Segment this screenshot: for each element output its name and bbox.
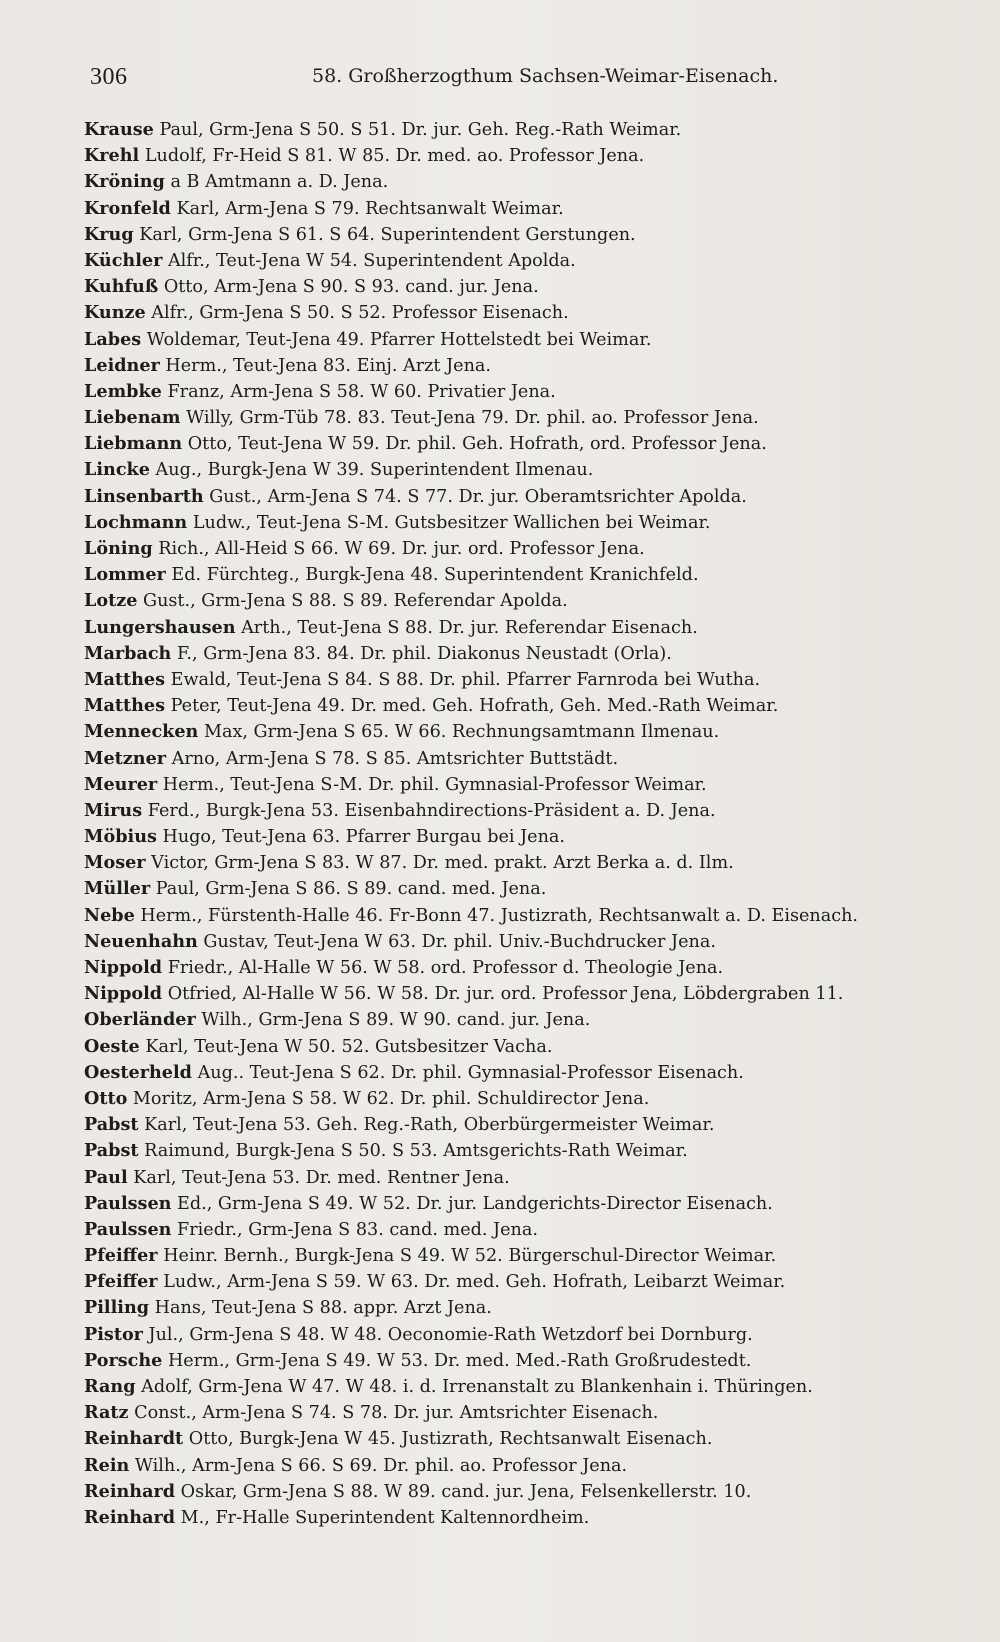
list-item: [84, 196, 944, 222]
list-item: [84, 798, 944, 824]
entry-details: Ludw., Arm-Jena S 59. W 63. Dr. med. Geh. Hofrath, Leibarzt Weimar.: [163, 1272, 786, 1293]
surname: Küchler: [84, 249, 163, 271]
list-item: [84, 353, 944, 379]
list-item: [84, 1007, 944, 1033]
entry-details: Alfr., Grm-Jena S 50. S 52. Professor Eisenach.: [151, 303, 569, 324]
surname: Mirus: [84, 799, 143, 821]
list-item: [84, 1138, 944, 1164]
entry-details: Moritz, Arm-Jena S 58. W 62. Dr. phil. Schuldirector Jena.: [132, 1088, 650, 1109]
entry-details: Gustav, Teut-Jena W 63. Dr. phil. Univ.-Buchdrucker Jena.: [203, 931, 716, 952]
entry-details: a B Amtmann a. D. Jena.: [170, 172, 389, 193]
entry-details: Herm., Grm-Jena S 49. W 53. Dr. med. Med.-Rath Großrudestedt.: [167, 1350, 752, 1371]
entry-details: Woldemar, Teut-Jena 49. Pfarrer Hottelstedt bei Weimar.: [146, 329, 652, 350]
list-item: [84, 588, 944, 614]
entry-details: Peter, Teut-Jena 49. Dr. med. Geh. Hofrath, Geh. Med.-Rath Weimar.: [170, 696, 779, 717]
list-item: [84, 1165, 944, 1191]
list-item: [84, 981, 944, 1007]
entry-details: Karl, Arm-Jena S 79. Rechtsanwalt Weimar.: [176, 198, 564, 219]
surname: Rein: [84, 1454, 130, 1476]
surname: Lotze: [84, 590, 138, 612]
surname: Pfeiffer: [84, 1271, 158, 1293]
surname: Reinhard: [84, 1480, 176, 1502]
list-item: [84, 719, 944, 745]
surname: Lincke: [84, 459, 150, 481]
list-item: [84, 876, 944, 902]
entry-details: Wilh., Arm-Jena S 66. S 69. Dr. phil. ao. Professor Jena.: [134, 1455, 628, 1476]
surname: Labes: [84, 328, 142, 350]
list-item: [84, 1400, 944, 1426]
list-item: [84, 379, 944, 405]
entry-details: Max, Grm-Jena S 65. W 66. Rechnungsamtmann Ilmenau.: [203, 722, 720, 743]
surname: Müller: [84, 878, 151, 900]
entry-details: M., Fr-Halle Superintendent Kaltennordheim.: [180, 1507, 590, 1528]
list-item: [84, 746, 944, 772]
list-item: [84, 1374, 944, 1400]
entry-details: Hans, Teut-Jena S 88. appr. Arzt Jena.: [154, 1298, 492, 1319]
list-item: [84, 248, 944, 274]
entry-details: Herm., Teut-Jena 83. Einj. Arzt Jena.: [165, 355, 491, 376]
entry-details: Alfr., Teut-Jena W 54. Superintendent Apolda.: [167, 250, 576, 271]
surname: Otto: [84, 1087, 128, 1109]
list-item: [84, 1453, 944, 1479]
list-item: [84, 274, 944, 300]
entry-details: Paul, Grm-Jena S 50. S 51. Dr. jur. Geh. Reg.-Rath Weimar.: [159, 120, 682, 140]
list-item: [84, 169, 944, 195]
surname: Nippold: [84, 983, 163, 1005]
surname: Leidner: [84, 354, 160, 376]
surname: Paulssen: [84, 1218, 172, 1240]
entry-details: Ludw., Teut-Jena S-M. Gutsbesitzer Wallichen bei Weimar.: [192, 512, 711, 533]
surname: Mennecken: [84, 721, 199, 743]
list-item: [84, 457, 944, 483]
list-item: [84, 222, 944, 248]
list-item: [84, 510, 944, 536]
surname: Kunze: [84, 302, 146, 324]
list-item: [84, 667, 944, 693]
entry-details: Herm., Teut-Jena S-M. Dr. phil. Gymnasial-Professor Weimar.: [162, 774, 707, 795]
list-item: [84, 405, 944, 431]
entry-details: Herm., Fürstenth-Halle 46. Fr-Bonn 47. Justizrath, Rechtsanwalt a. D. Eisenach.: [140, 905, 859, 926]
surname: Matthes: [84, 668, 166, 690]
surname: Linsenbarth: [84, 485, 204, 507]
list-item: [84, 850, 944, 876]
entry-details: Victor, Grm-Jena S 83. W 87. Dr. med. prakt. Arzt Berka a. d. Ilm.: [151, 853, 734, 874]
entry-details: Willy, Grm-Tüb 78. 83. Teut-Jena 79. Dr. phil. ao. Professor Jena.: [186, 408, 759, 429]
surname: Pfeiffer: [84, 1245, 158, 1267]
entry-details: Const., Arm-Jena S 74. S 78. Dr. jur. Amtsrichter Eisenach.: [134, 1403, 659, 1424]
entry-details: Gust., Arm-Jena S 74. S 77. Dr. jur. Oberamtsrichter Apolda.: [209, 486, 747, 507]
list-item: [84, 143, 944, 169]
surname: Pilling: [84, 1297, 150, 1319]
surname: Lommer: [84, 564, 166, 586]
list-item: [84, 327, 944, 353]
entry-details: Adolf, Grm-Jena W 47. W 48. i. d. Irrenanstalt zu Blankenhain i. Thüringen.: [141, 1377, 813, 1397]
entry-details: Friedr., Al-Halle W 56. W 58. ord. Professor d. Theologie Jena.: [167, 958, 724, 978]
list-item: [84, 1112, 944, 1138]
surname: Löning: [84, 538, 153, 559]
entry-details: Franz, Arm-Jena S 58. W 60. Privatier Jena.: [167, 381, 556, 402]
list-item: [84, 1217, 944, 1243]
list-item: [84, 824, 944, 850]
list-item: [84, 1322, 944, 1348]
list-item: [84, 1086, 944, 1112]
entry-details: Raimund, Burgk-Jena S 50. S 53. Amtsgerichts-Rath Weimar.: [144, 1141, 688, 1162]
entry-details: Heinr. Bernh., Burgk-Jena S 49. W 52. Bürgerschul-Director Weimar.: [163, 1246, 777, 1267]
list-item: [84, 1191, 944, 1217]
page-number: 306: [90, 64, 128, 90]
entry-details: Ed. Fürchteg., Burgk-Jena 48. Superintendent Kranichfeld.: [171, 565, 699, 586]
entry-details: Karl, Teut-Jena 53. Geh. Reg.-Rath, Oberbürgermeister Weimar.: [144, 1115, 715, 1136]
list-item: [84, 1505, 944, 1531]
list-item: [84, 955, 944, 981]
entry-details: Rich., All-Heid S 66. W 69. Dr. jur. ord. Professor Jena.: [158, 539, 645, 559]
directory-list: [84, 117, 944, 1531]
list-item: [84, 1426, 944, 1452]
entry-details: Ludolf, Fr-Heid S 81. W 85. Dr. med. ao. Professor Jena.: [144, 146, 645, 167]
entry-details: Otto, Arm-Jena S 90. S 93. cand. jur. Jena.: [163, 277, 539, 298]
entry-details: Friedr., Grm-Jena S 83. cand. med. Jena.: [177, 1219, 538, 1240]
surname: Lochmann: [84, 511, 188, 533]
entry-details: Aug.. Teut-Jena S 62. Dr. phil. Gymnasial-Professor Eisenach.: [197, 1062, 744, 1083]
entry-details: F., Grm-Jena 83. 84. Dr. phil. Diakonus Neustadt (Orla).: [176, 643, 672, 664]
entry-details: Wilh., Grm-Jena S 89. W 90. cand. jur. Jena.: [201, 1010, 591, 1031]
surname: Nebe: [84, 904, 135, 926]
list-item: [84, 484, 944, 510]
page-header: [90, 64, 930, 104]
list-item: [84, 117, 944, 143]
surname: Lungershausen: [84, 616, 236, 638]
surname: Kronfeld: [84, 197, 171, 219]
list-item: [84, 431, 944, 457]
entry-details: Arno, Arm-Jena S 78. S 85. Amtsrichter Buttstädt.: [171, 748, 619, 769]
surname: Oesterheld: [84, 1061, 192, 1083]
entry-details: Aug., Burgk-Jena W 39. Superintendent Ilmenau.: [155, 460, 594, 481]
list-item: [84, 615, 944, 641]
surname: Matthes: [84, 695, 166, 717]
list-item: [84, 562, 944, 588]
surname: Porsche: [84, 1349, 163, 1371]
surname: Krause: [84, 119, 154, 140]
surname: Marbach: [84, 642, 172, 664]
surname: Metzner: [84, 747, 167, 769]
surname: Liebenam: [84, 407, 181, 429]
entry-details: Ferd., Burgk-Jena 53. Eisenbahndirections-Präsident a. D. Jena.: [147, 800, 716, 821]
entry-details: Karl, Teut-Jena W 50. 52. Gutsbesitzer Vacha.: [145, 1036, 553, 1057]
list-item: [84, 1060, 944, 1086]
surname: Rang: [84, 1376, 136, 1397]
surname: Krehl: [84, 145, 140, 167]
surname: Möbius: [84, 826, 157, 848]
entry-details: Karl, Teut-Jena 53. Dr. med. Rentner Jena.: [133, 1167, 510, 1188]
list-item: [84, 641, 944, 667]
list-item: [84, 1269, 944, 1295]
list-item: [84, 536, 944, 562]
surname: Paul: [84, 1166, 128, 1188]
surname: Reinhard: [84, 1506, 176, 1528]
list-item: [84, 1243, 944, 1269]
list-item: [84, 772, 944, 798]
entry-details: Hugo, Teut-Jena 63. Pfarrer Burgau bei Jena.: [162, 827, 565, 848]
surname: Oeste: [84, 1035, 140, 1057]
list-item: [84, 1034, 944, 1060]
list-item: [84, 1479, 944, 1505]
surname: Neuenhahn: [84, 930, 198, 952]
surname: Moser: [84, 852, 146, 874]
entry-details: Arth., Teut-Jena S 88. Dr. jur. Referendar Eisenach.: [241, 617, 698, 638]
surname: Reinhardt: [84, 1428, 184, 1450]
entry-details: Jul., Grm-Jena S 48. W 48. Oeconomie-Rath Wetzdorf bei Dornburg.: [148, 1324, 753, 1345]
entry-details: Ed., Grm-Jena S 49. W 52. Dr. jur. Landgerichts-Director Eisenach.: [177, 1193, 773, 1214]
entry-details: Ewald, Teut-Jena S 84. S 88. Dr. phil. Pfarrer Farnroda bei Wutha.: [170, 669, 761, 690]
list-item: [84, 929, 944, 955]
list-item: [84, 693, 944, 719]
list-item: [84, 300, 944, 326]
surname: Nippold: [84, 957, 163, 978]
surname: Oberländer: [84, 1009, 196, 1031]
surname: Pabst: [84, 1114, 139, 1136]
entry-details: Otfried, Al-Halle W 56. W 58. Dr. jur. ord. Professor Jena, Löbdergraben 11.: [167, 984, 844, 1005]
surname: Liebmann: [84, 433, 183, 455]
surname: Lembke: [84, 380, 162, 402]
surname: Pistor: [84, 1323, 143, 1345]
entry-details: Otto, Burgk-Jena W 45. Justizrath, Rechtsanwalt Eisenach.: [188, 1429, 713, 1450]
entry-details: Otto, Teut-Jena W 59. Dr. phil. Geh. Hofrath, ord. Professor Jena.: [187, 434, 767, 455]
surname: Paulssen: [84, 1192, 172, 1214]
surname: Ratz: [84, 1402, 129, 1424]
surname: Kuhfuß: [84, 276, 159, 298]
list-item: [84, 1348, 944, 1374]
surname: Pabst: [84, 1140, 139, 1162]
entry-details: Oskar, Grm-Jena S 88. W 89. cand. jur. Jena, Felsenkellerstr. 10.: [180, 1481, 752, 1502]
surname: Meurer: [84, 773, 158, 795]
list-item: [84, 1295, 944, 1321]
surname: Kröning: [84, 171, 165, 193]
running-title: 58. Großherzogthum Sachsen-Weimar-Eisenach.: [312, 65, 779, 87]
entry-details: Gust., Grm-Jena S 88. S 89. Referendar Apolda.: [143, 591, 568, 612]
list-item: [84, 903, 944, 929]
surname: Krug: [84, 223, 134, 245]
entry-details: Paul, Grm-Jena S 86. S 89. cand. med. Jena.: [155, 879, 547, 900]
entry-details: Karl, Grm-Jena S 61. S 64. Superintendent Gerstungen.: [139, 224, 636, 245]
